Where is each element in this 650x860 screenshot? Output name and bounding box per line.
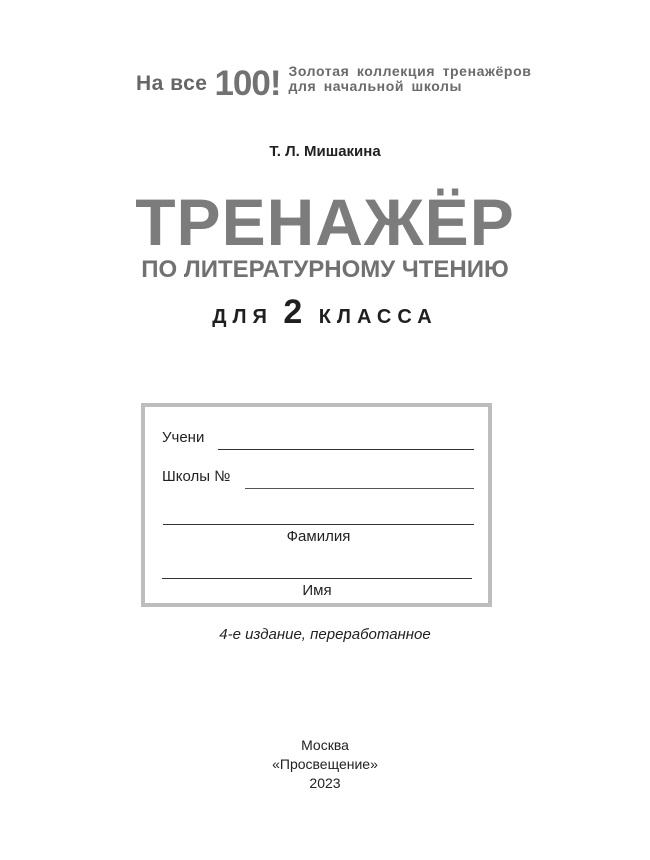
book-title: ТРЕНАЖЁР	[135, 185, 515, 259]
school-label: Школы №	[162, 468, 231, 485]
grade-after: КЛАССА	[318, 306, 438, 328]
series-line-2: для начальной школы	[288, 78, 463, 94]
imprint-publisher: «Просвещение»	[272, 756, 378, 772]
grade-number: 2	[283, 293, 303, 331]
student-label: Учени	[162, 429, 205, 446]
book-subtitle: ПО ЛИТЕРАТУРНОМУ ЧТЕНИЮ	[141, 256, 509, 283]
author-name: Т. Л. Мишакина	[269, 143, 381, 160]
series-line-1: Золотая коллекция тренажёров	[288, 63, 532, 79]
edition-note: 4-е издание, переработанное	[219, 626, 431, 643]
grade-line	[0, 292, 650, 339]
series-banner	[136, 60, 532, 103]
surname-caption: Фамилия	[286, 528, 351, 545]
series-number: 100!	[214, 64, 281, 103]
series-description	[289, 64, 532, 94]
series-prefix: На все	[136, 72, 208, 95]
first-name-caption: Имя	[302, 582, 332, 599]
surname-line[interactable]	[163, 524, 474, 525]
student-line[interactable]	[218, 449, 474, 450]
student-name-box	[141, 403, 492, 607]
imprint-city: Москва	[301, 737, 349, 753]
first-name-line[interactable]	[162, 578, 472, 579]
grade-before: ДЛЯ	[212, 306, 273, 328]
school-number-line[interactable]	[245, 488, 474, 489]
imprint	[0, 736, 650, 793]
imprint-year: 2023	[309, 775, 341, 791]
